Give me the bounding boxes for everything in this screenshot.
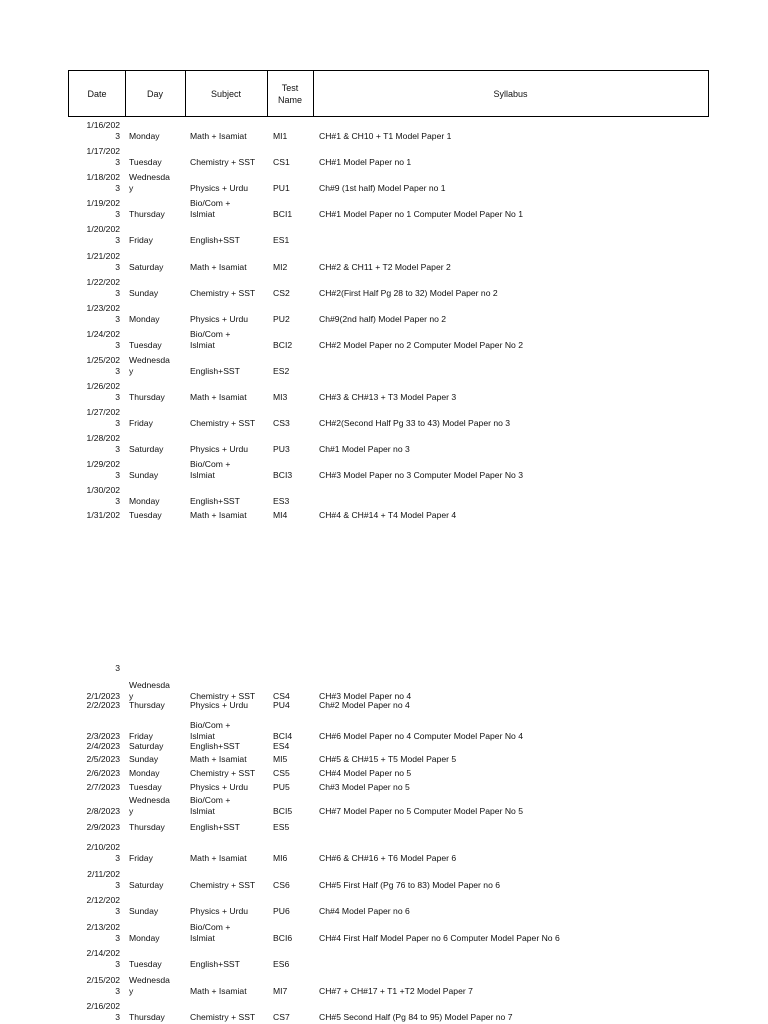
row-date: 1/24/202 [86, 328, 120, 339]
row-date: 3 [115, 933, 120, 943]
row-test-name: BCI1 [273, 209, 293, 220]
table-header [68, 70, 709, 117]
row-day: Thursday [129, 209, 165, 220]
row-date: 1/21/202 [86, 250, 120, 261]
row-date: 2/11/202 [87, 869, 120, 879]
row-subject: English+SST [190, 235, 240, 246]
row-test-name: CS3 [273, 418, 290, 429]
row-test-name: ES6 [273, 959, 290, 969]
row-day: Sunday [129, 470, 159, 481]
row-date: 3 [115, 959, 120, 969]
row-test-name: MI2 [273, 261, 288, 272]
header-day: Day [146, 88, 163, 99]
row-test-name: CS7 [273, 1012, 290, 1022]
row-day: y [129, 806, 134, 816]
row-subject: Bio/Com + [190, 198, 231, 209]
header-syllabus: Syllabus [493, 88, 528, 99]
row-day: Monday [129, 933, 160, 943]
row-day: Saturday [129, 880, 164, 890]
row-day: Saturday [129, 444, 164, 455]
row-day: Tuesday [129, 339, 162, 350]
row-syllabus: CH#5 Second Half (Pg 84 to 95) Model Paper no 7 [319, 1012, 513, 1022]
row-date: 3 [115, 261, 120, 272]
row-date: 1/22/202 [86, 276, 120, 287]
row-date: 2/1/2023 [86, 691, 120, 701]
row-date: 1/23/202 [86, 302, 120, 313]
row-subject: Physics + Urdu [190, 906, 249, 916]
row-test-name: BCI6 [273, 933, 293, 943]
row-date: 1/19/202 [86, 198, 120, 209]
row-syllabus: CH#7 + CH#17 + T1 +T2 Model Paper 7 [319, 986, 473, 996]
row-day: Tuesday [129, 510, 162, 520]
row-date: 2/8/2023 [86, 806, 120, 816]
row-test-name: CS1 [273, 157, 290, 168]
row-date: 2/16/202 [86, 1001, 120, 1011]
row-test-name: ES2 [273, 365, 290, 376]
row-date: 3 [115, 906, 120, 916]
row-date: 3 [115, 157, 120, 168]
row-date: 1/16/202 [86, 120, 120, 130]
row-date: 3 [115, 470, 120, 481]
row-date: 1/17/202 [86, 146, 120, 157]
row-date: 1/29/202 [86, 459, 120, 470]
row-date: 3 [115, 235, 120, 246]
row-subject: Islmiat [190, 806, 215, 816]
row-subject: Math + Isamiat [190, 853, 247, 863]
row-subject: Chemistry + SST [190, 768, 256, 778]
row-subject: Islmiat [190, 731, 215, 741]
row-syllabus: CH#2(First Half Pg 28 to 32) Model Paper no 2 [319, 287, 498, 298]
row-subject: Math + Isamiat [190, 261, 247, 272]
row-syllabus: CH#1 Model Paper no 1 Computer Model Paper No 1 [319, 209, 523, 220]
row-day: Friday [129, 731, 153, 741]
row-date: 3 [115, 986, 120, 996]
row-date: 3 [115, 1012, 120, 1022]
row-date: 1/26/202 [86, 381, 120, 391]
row-date: 2/5/2023 [86, 754, 120, 764]
row-date: 2/2/2023 [86, 700, 120, 710]
row-date: 3 [115, 313, 120, 324]
row-test-name: PU2 [273, 313, 290, 324]
row-test-name: MI4 [273, 510, 288, 520]
row-syllabus: Ch#2 Model Paper no 4 [319, 700, 410, 710]
row-test-name: PU1 [273, 183, 290, 194]
row-syllabus: CH#5 & CH#15 + T5 Model Paper 5 [319, 754, 457, 764]
row-date: 3 [115, 880, 120, 890]
row-test-name: MI1 [273, 131, 288, 141]
row-date: 1/27/202 [86, 407, 120, 418]
row-subject: Physics + Urdu [190, 313, 249, 324]
row-date: 2/9/2023 [86, 822, 120, 832]
row-day: y [129, 365, 134, 376]
row-subject: English+SST [190, 822, 240, 832]
row-day: Monday [129, 313, 160, 324]
row-subject: English+SST [190, 741, 240, 751]
row-syllabus: Ch#1 Model Paper no 3 [319, 444, 410, 455]
row-test-name: PU3 [273, 444, 290, 455]
row-day: Thursday [129, 1012, 165, 1022]
row-date: 2/12/202 [86, 895, 120, 905]
row-syllabus: Ch#9 (1st half) Model Paper no 1 [319, 183, 446, 194]
row-subject: English+SST [190, 365, 240, 376]
row-test-name: MI6 [273, 853, 288, 863]
row-test-name: MI3 [273, 392, 288, 402]
header-date: Date [87, 88, 107, 99]
row-day: Wednesda [129, 354, 170, 365]
row-syllabus: CH#5 First Half (Pg 76 to 83) Model Paper no 6 [319, 880, 501, 890]
row-day: Wednesda [129, 795, 170, 805]
row-subject: Chemistry + SST [190, 691, 256, 701]
row-subject: Math + Isamiat [190, 510, 247, 520]
row-day: Tuesday [129, 157, 162, 168]
header-test-name: Test Name [277, 82, 302, 105]
row-test-name: CS6 [273, 880, 290, 890]
row-subject: Islmiat [190, 209, 215, 220]
row-date: 3 [115, 418, 120, 429]
row-test-name: ES1 [273, 235, 290, 246]
row-test-name: CS5 [273, 768, 290, 778]
row-syllabus: CH#4 Model Paper no 5 [319, 768, 412, 778]
row-date: 3 [115, 496, 120, 507]
row-test-name: BCI4 [273, 731, 293, 741]
row-subject: Physics + Urdu [190, 444, 249, 455]
row-day: Monday [129, 768, 160, 778]
row-test-name: ES5 [273, 822, 290, 832]
row-syllabus: Ch#9(2nd half) Model Paper no 2 [319, 313, 447, 324]
row-syllabus: CH#2 Model Paper no 2 Computer Model Paper No 2 [319, 339, 523, 350]
row-subject: Chemistry + SST [190, 157, 256, 168]
row-syllabus: Ch#3 Model Paper no 5 [319, 782, 410, 792]
row-date: 3 [115, 131, 120, 141]
row-test-name: CS4 [273, 691, 290, 701]
row-syllabus: CH#3 Model Paper no 3 Computer Model Paper No 3 [319, 470, 523, 481]
row-subject: Math + Isamiat [190, 986, 247, 996]
row-day: Sunday [129, 754, 159, 764]
row-day: Wednesda [129, 975, 170, 985]
row-subject: Math + Isamiat [190, 754, 247, 764]
row-syllabus: Ch#4 Model Paper no 6 [319, 906, 410, 916]
row-day: Monday [129, 496, 160, 507]
row-date: 3 [115, 663, 120, 673]
row-subject: Physics + Urdu [190, 183, 249, 194]
row-date: 1/31/202 [86, 510, 120, 520]
row-date: 3 [115, 853, 120, 863]
row-subject: Chemistry + SST [190, 287, 256, 298]
row-day: y [129, 986, 134, 996]
row-subject: Islmiat [190, 339, 215, 350]
row-syllabus: CH#3 & CH#13 + T3 Model Paper 3 [319, 392, 457, 402]
row-subject: Bio/Com + [190, 459, 231, 470]
row-day: Saturday [129, 261, 164, 272]
row-test-name: PU6 [273, 906, 290, 916]
row-day: y [129, 183, 134, 194]
row-date: 2/10/202 [86, 842, 120, 852]
row-date: 1/20/202 [86, 224, 120, 235]
row-subject: Islmiat [190, 933, 215, 943]
row-syllabus: CH#6 & CH#16 + T6 Model Paper 6 [319, 853, 457, 863]
row-day: Friday [129, 235, 153, 246]
row-test-name: BCI2 [273, 339, 293, 350]
row-date: 1/18/202 [86, 172, 120, 183]
row-date: 3 [115, 444, 120, 455]
row-subject: Math + Isamiat [190, 131, 247, 141]
row-test-name: ES4 [273, 741, 290, 751]
row-date: 2/13/202 [86, 922, 120, 932]
row-syllabus: CH#4 & CH#14 + T4 Model Paper 4 [319, 510, 457, 520]
row-subject: Chemistry + SST [190, 418, 256, 429]
header-subject: Subject [210, 88, 242, 99]
row-date: 1/25/202 [86, 354, 120, 365]
row-subject: Physics + Urdu [190, 700, 249, 710]
row-subject: Bio/Com + [190, 720, 231, 730]
row-syllabus: CH#2 & CH11 + T2 Model Paper 2 [319, 261, 451, 272]
row-date: 3 [115, 392, 120, 402]
row-subject: Islmiat [190, 470, 215, 481]
row-syllabus: CH#4 First Half Model Paper no 6 Computer Model Paper No 6 [319, 933, 560, 943]
row-test-name: CS2 [273, 287, 290, 298]
row-date: 2/6/2023 [86, 768, 120, 778]
row-subject: Math + Isamiat [190, 392, 247, 402]
row-day: Wednesda [129, 172, 170, 183]
row-day: Thursday [129, 392, 165, 402]
row-day: Thursday [129, 700, 165, 710]
row-date: 1/30/202 [86, 485, 120, 496]
row-subject: English+SST [190, 496, 240, 507]
row-day: Tuesday [129, 782, 162, 792]
row-date: 3 [115, 183, 120, 194]
row-date: 2/3/2023 [86, 731, 120, 741]
row-syllabus: CH#2(Second Half Pg 33 to 43) Model Paper no 3 [319, 418, 511, 429]
row-date: 2/15/202 [86, 975, 120, 985]
row-day: Friday [129, 853, 153, 863]
row-day: Friday [129, 418, 153, 429]
row-syllabus: CH#1 Model Paper no 1 [319, 157, 412, 168]
row-date: 3 [115, 287, 120, 298]
row-subject: English+SST [190, 959, 240, 969]
row-subject: Chemistry + SST [190, 880, 256, 890]
row-test-name: BCI3 [273, 470, 293, 481]
row-day: Sunday [129, 287, 159, 298]
row-date: 2/7/2023 [86, 782, 120, 792]
row-day: Thursday [129, 822, 165, 832]
row-date: 1/28/202 [86, 433, 120, 444]
row-syllabus: CH#7 Model Paper no 5 Computer Model Paper No 5 [319, 806, 523, 816]
row-test-name: MI5 [273, 754, 288, 764]
row-subject: Bio/Com + [190, 328, 231, 339]
row-day: Monday [129, 131, 160, 141]
row-day: Wednesda [129, 680, 170, 690]
row-syllabus: CH#6 Model Paper no 4 Computer Model Paper No 4 [319, 731, 523, 741]
row-test-name: PU4 [273, 700, 290, 710]
row-day: Sunday [129, 906, 159, 916]
row-test-name: PU5 [273, 782, 290, 792]
row-test-name: MI7 [273, 986, 288, 996]
row-day: Saturday [129, 741, 164, 751]
row-date: 3 [115, 365, 120, 376]
row-date: 2/4/2023 [86, 741, 120, 751]
row-day: Tuesday [129, 959, 162, 969]
row-test-name: ES3 [273, 496, 290, 507]
row-subject: Chemistry + SST [190, 1012, 256, 1022]
row-subject: Physics + Urdu [190, 782, 249, 792]
row-subject: Bio/Com + [190, 795, 231, 805]
row-day: y [129, 691, 134, 701]
row-date: 2/14/202 [86, 948, 120, 958]
row-syllabus: CH#1 & CH10 + T1 Model Paper 1 [319, 131, 452, 141]
row-date: 3 [115, 209, 120, 220]
row-date: 3 [115, 339, 120, 350]
row-subject: Bio/Com + [190, 922, 231, 932]
row-test-name: BCI5 [273, 806, 293, 816]
row-syllabus: CH#3 Model Paper no 4 [319, 691, 412, 701]
